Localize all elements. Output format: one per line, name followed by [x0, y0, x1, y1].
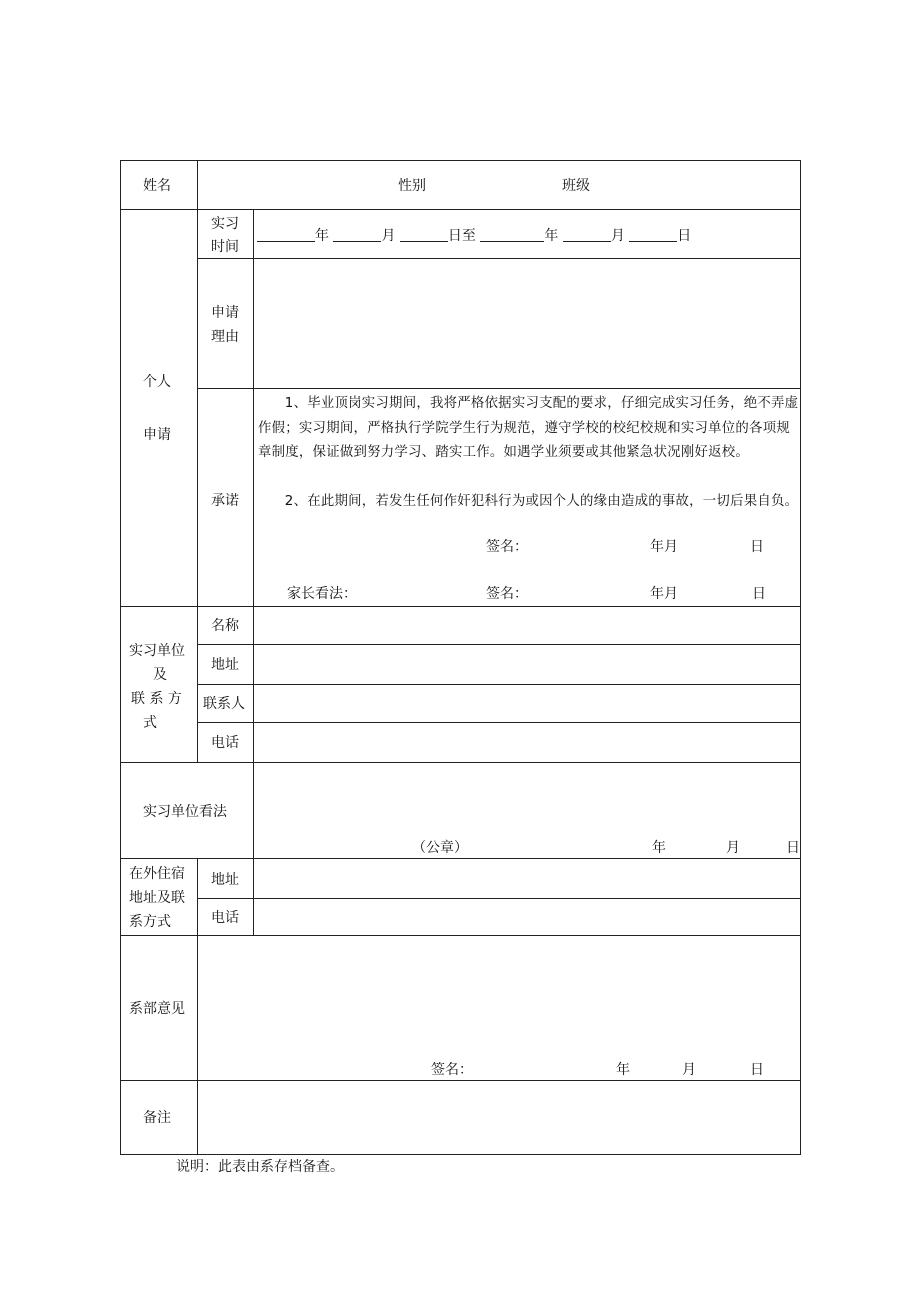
department-year: 年	[616, 1062, 630, 1078]
parent-sign-label: 签名：	[486, 586, 528, 602]
residence-address-label-cell	[198, 859, 254, 899]
unit-opinion-day: 日	[786, 840, 800, 856]
department-value-cell[interactable]	[198, 936, 801, 1081]
unit-section-line-3: 联 系 方	[131, 691, 182, 707]
unit-name-label: 名称	[211, 618, 239, 634]
remarks-label: 备注	[143, 1110, 171, 1126]
unit-contact-label-cell	[198, 685, 254, 723]
student-day: 日	[750, 539, 764, 555]
remarks-value-cell[interactable]	[198, 1081, 801, 1155]
gender-label: 性别	[398, 178, 426, 194]
period-label-1: 实习	[211, 216, 239, 232]
footnote: 说明：此表由系存档备查。	[176, 1159, 344, 1175]
end-month-blank[interactable]	[563, 227, 611, 242]
residence-label-1: 在外住宿	[129, 866, 185, 882]
residence-label-3: 系方式	[129, 914, 171, 930]
unit-phone-label: 电话	[211, 735, 239, 751]
application-form	[120, 160, 801, 1155]
period-value-cell[interactable]	[254, 210, 801, 259]
personal-label: 个人	[143, 374, 171, 390]
commitment-clause-2: 2、在此期间，若发生任何作奸犯科行为或因个人的缘由造成的事故，一切后果自负。	[284, 494, 799, 509]
end-year-blank[interactable]	[480, 227, 544, 242]
name-label: 姓名	[143, 178, 171, 194]
residence-address-label: 地址	[211, 872, 239, 888]
end-year-unit: 年	[544, 228, 559, 244]
parent-year-month: 年月	[650, 586, 678, 602]
name-label-cell	[121, 161, 198, 210]
unit-section-line-2: 及	[153, 667, 167, 683]
reason-label-cell	[198, 259, 254, 389]
unit-opinion-month: 月	[726, 840, 740, 856]
reason-label-2: 理由	[211, 329, 239, 345]
remarks-label-cell	[121, 1081, 198, 1155]
department-sign-label: 签名：	[431, 1062, 473, 1078]
unit-phone-value-cell[interactable]	[254, 723, 801, 763]
name-gender-class-cell[interactable]	[198, 161, 801, 210]
parent-opinion-label: 家长看法：	[287, 586, 357, 602]
unit-name-value-cell[interactable]	[254, 607, 801, 645]
unit-section-line-4: 式	[143, 715, 157, 731]
end-month-unit: 月	[610, 228, 625, 244]
commitment-label: 承诺	[211, 493, 239, 509]
start-month-unit: 月	[381, 228, 396, 244]
start-month-blank[interactable]	[333, 227, 381, 242]
unit-section-label-cell	[121, 607, 198, 763]
department-label: 系部意见	[129, 1001, 185, 1017]
unit-address-label: 地址	[211, 657, 239, 673]
start-day-to: 日至	[447, 228, 476, 244]
reason-label-1: 申请	[211, 305, 239, 321]
residence-phone-label-cell	[198, 899, 254, 936]
department-label-cell	[121, 936, 198, 1081]
unit-address-value-cell[interactable]	[254, 645, 801, 685]
unit-opinion-label: 实习单位看法	[143, 804, 227, 820]
residence-phone-value-cell[interactable]	[254, 899, 801, 936]
reason-value-cell[interactable]	[254, 259, 801, 389]
end-day-unit: 日	[677, 228, 692, 244]
period-dates	[257, 227, 691, 244]
start-year-unit: 年	[315, 228, 329, 244]
personal-application-label-cell	[121, 210, 198, 607]
start-day-blank[interactable]	[400, 227, 448, 242]
unit-opinion-year: 年	[652, 840, 666, 856]
commitment-clause-1: 1、毕业顶岗实习期间，我将严格依据实习支配的要求，仔细完成实习任务，绝不弄虚作假；实习期间，严格执行学院学生行为规范，遵守学校的校纪校规和实习单位的各项规章制度，保证做到努力学习、踏实工作。如遇学业须要或其他紧急状况刚好返校。	[258, 396, 799, 460]
student-year-month: 年月	[650, 539, 678, 555]
unit-contact-value-cell[interactable]	[254, 685, 801, 723]
unit-address-label-cell	[198, 645, 254, 685]
application-label: 申请	[143, 427, 171, 443]
residence-label-2: 地址及联	[129, 890, 185, 906]
student-sign-label: 签名：	[486, 539, 528, 555]
commitment-label-cell	[198, 389, 254, 607]
residence-phone-label: 电话	[211, 910, 239, 926]
parent-day: 日	[752, 586, 766, 602]
unit-phone-label-cell	[198, 723, 254, 763]
unit-contact-label: 联系人	[203, 696, 245, 712]
start-year-blank[interactable]	[257, 227, 315, 242]
unit-opinion-label-cell	[121, 763, 254, 859]
class-label: 班级	[562, 178, 590, 194]
unit-opinion-value-cell[interactable]	[254, 763, 801, 859]
department-day: 日	[750, 1062, 764, 1078]
department-month: 月	[682, 1062, 696, 1078]
unit-seal: （公章）	[412, 840, 468, 856]
unit-name-label-cell	[198, 607, 254, 645]
residence-address-value-cell[interactable]	[254, 859, 801, 899]
period-label-cell	[198, 210, 254, 259]
period-label-2: 时间	[211, 239, 239, 255]
residence-label-cell	[121, 859, 198, 936]
unit-section-line-1: 实习单位	[129, 643, 185, 659]
end-day-blank[interactable]	[629, 227, 677, 242]
commitment-value-cell	[254, 389, 801, 607]
